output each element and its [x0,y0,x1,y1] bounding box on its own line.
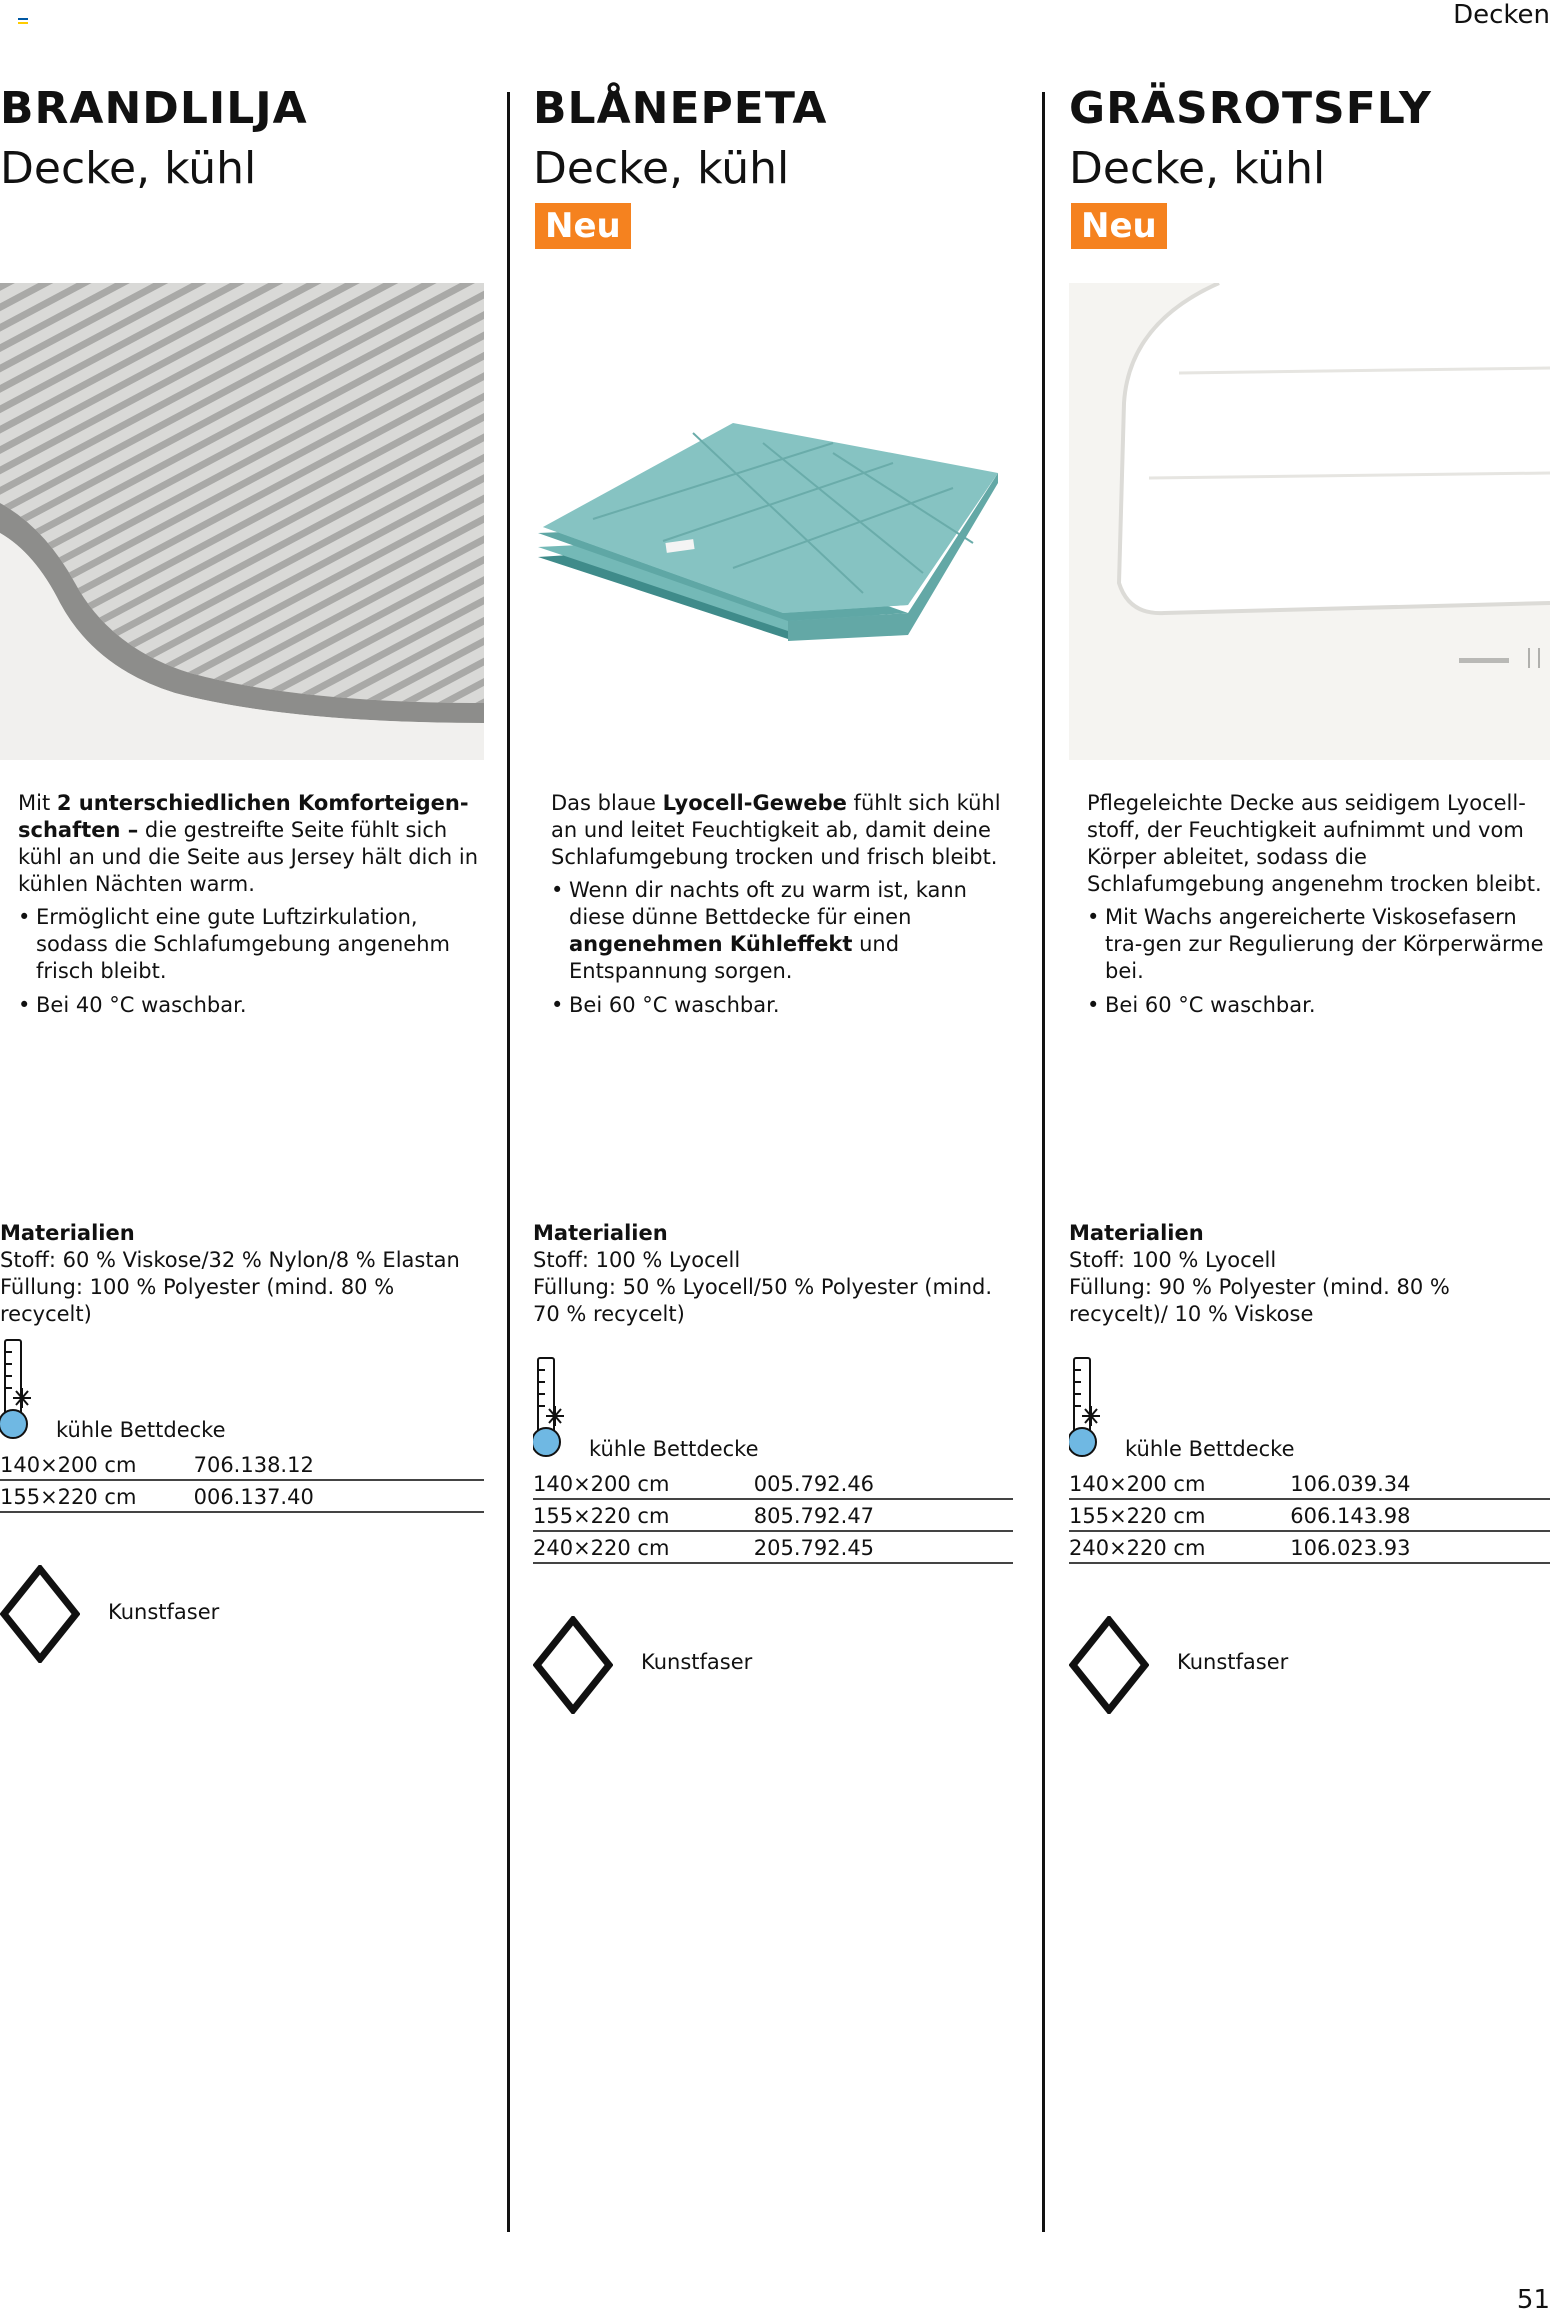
feature-run: Ermöglicht eine gute Luftzirkulation, sodass die Schlafumgebung angenehm frisch bleibt. [36,905,450,983]
article-number: 106.023.93 [1290,1531,1550,1563]
article-number: 005.792.46 [754,1467,1013,1499]
product-name: BRANDLILJA [0,83,308,134]
diamond-fiber-icon [533,1616,613,1714]
description-run: die gestreifte Seite fühlt sich kühl an und die Seite aus Jersey hält dich in kühlen Nächten warm. [18,818,479,896]
table-row [533,1531,1013,1563]
table-row [1069,1467,1550,1499]
feature-run: Bei 60 °C waschbar. [1105,993,1316,1017]
table-row [1069,1499,1550,1531]
materials-line: Füllung: 90 % Polyester (mind. 80 % recycelt)/ 10 % Viskose [1069,1275,1450,1326]
fiber-label: Kunstfaser [641,1650,753,1674]
feature-run: Bei 60 °C waschbar. [569,993,780,1017]
diamond-fiber-icon [0,1565,80,1663]
materials-line: Füllung: 100 % Polyester (mind. 80 % recycelt) [0,1275,395,1326]
feature-item [551,877,1013,985]
article-number: 805.792.47 [754,1499,1013,1531]
product-description [1087,790,1550,1026]
feature-run-bold: angenehmen Kühleffekt [569,932,853,956]
product-type: Decke, kühl [533,143,790,194]
size-cell: 155×220 cm [0,1480,194,1512]
warmth-label: kühle Bettdecke [56,1418,226,1442]
description-run: Das blaue [551,791,663,815]
product-column-grasrotsfly [1069,0,1550,2323]
feature-item [1087,904,1550,985]
feature-run: Mit Wachs angereicherte Viskosefasern tra-gen zur Regulierung der Körperwärme bei. [1105,905,1544,983]
description-text [18,790,484,898]
description-run-bold: Lyocell-Gewebe [662,791,847,815]
product-type: Decke, kühl [1069,143,1326,194]
size-cell: 240×220 cm [1069,1531,1290,1563]
column-divider [1042,92,1045,2232]
article-number: 606.143.98 [1290,1499,1550,1531]
description-run: fühlt sich kühl an und leitet Feuchtigkeit ab, damit deine Schlafumgebung trocken und frisch bleibt. [551,791,1001,869]
table-row [0,1480,484,1512]
description-run-bold: 2 unterschiedlichen Komforteigen-schaften – [18,791,469,842]
table-row [533,1467,1013,1499]
thermometer-cool-icon [533,1356,565,1460]
article-number: 205.792.45 [754,1531,1013,1563]
diamond-fiber-icon [1069,1616,1149,1714]
new-badge: Neu [1071,203,1167,249]
thermometer-cool-icon [1069,1356,1101,1460]
materials-line: Stoff: 60 % Viskose/32 % Nylon/8 % Elastan [0,1248,460,1272]
product-description [18,790,484,1026]
materials [0,1220,484,1328]
striped-blanket-photo [0,283,484,760]
article-number: 106.039.34 [1290,1467,1550,1499]
size-cell: 155×220 cm [1069,1499,1290,1531]
size-cell: 140×200 cm [533,1467,754,1499]
white-blanket-photo [1069,283,1550,760]
blue-folded-blanket-photo [533,283,1013,760]
feature-run: Bei 40 °C waschbar. [36,993,247,1017]
feature-list [18,904,484,1019]
article-number: 706.138.12 [194,1448,484,1480]
size-table [0,1448,484,1513]
product-description [551,790,1013,1026]
product-column-blanepeta [533,0,1013,2323]
size-cell: 155×220 cm [533,1499,754,1531]
new-badge: Neu [535,203,631,249]
table-row [533,1499,1013,1531]
materials-line: Stoff: 100 % Lyocell [533,1248,741,1272]
materials [533,1220,1013,1328]
page-number: 51 [1516,2285,1550,2315]
description-run: Mit [18,791,57,815]
article-number: 006.137.40 [194,1480,484,1512]
description-text [1087,790,1550,898]
product-column-brandlilja [0,0,484,2323]
size-cell: 140×200 cm [1069,1467,1290,1499]
feature-run: und Entspannung sorgen. [569,932,900,983]
warmth-label: kühle Bettdecke [1125,1437,1295,1461]
feature-run: Wenn dir nachts oft zu warm ist, kann diese dünne Bettdecke für einen [569,878,967,929]
description-run: Pflegeleichte Decke aus seidigem Lyocell-stoff, der Feuchtigkeit aufnimmt und vom Körper ableitet, sodass die Schlafumgebung angenehm trocken bleibt. [1087,791,1542,896]
fiber-label: Kunstfaser [108,1600,220,1624]
materials-title: Materialien [1069,1221,1204,1245]
feature-item [1087,992,1550,1019]
size-cell: 240×220 cm [533,1531,754,1563]
materials-line: Füllung: 50 % Lyocell/50 % Polyester (mind. 70 % recycelt) [533,1275,993,1326]
materials [1069,1220,1550,1328]
fiber-label: Kunstfaser [1177,1650,1289,1674]
description-text [551,790,1013,871]
materials-title: Materialien [0,1221,135,1245]
section-label: Decken [1453,0,1550,30]
table-row [1069,1531,1550,1563]
warmth-label: kühle Bettdecke [589,1437,759,1461]
column-divider [507,92,510,2232]
size-table [1069,1467,1550,1564]
feature-list [1087,904,1550,1019]
feature-item [18,992,484,1019]
feature-item [551,992,1013,1019]
product-name: GRÄSROTSFLY [1069,83,1432,134]
table-row [0,1448,484,1480]
feature-item [18,904,484,985]
feature-list [551,877,1013,1019]
product-type: Decke, kühl [0,143,257,194]
materials-line: Stoff: 100 % Lyocell [1069,1248,1277,1272]
product-name: BLÅNEPETA [533,83,828,134]
thermometer-cool-icon [0,1338,32,1442]
size-cell: 140×200 cm [0,1448,194,1480]
size-table [533,1467,1013,1564]
materials-title: Materialien [533,1221,668,1245]
